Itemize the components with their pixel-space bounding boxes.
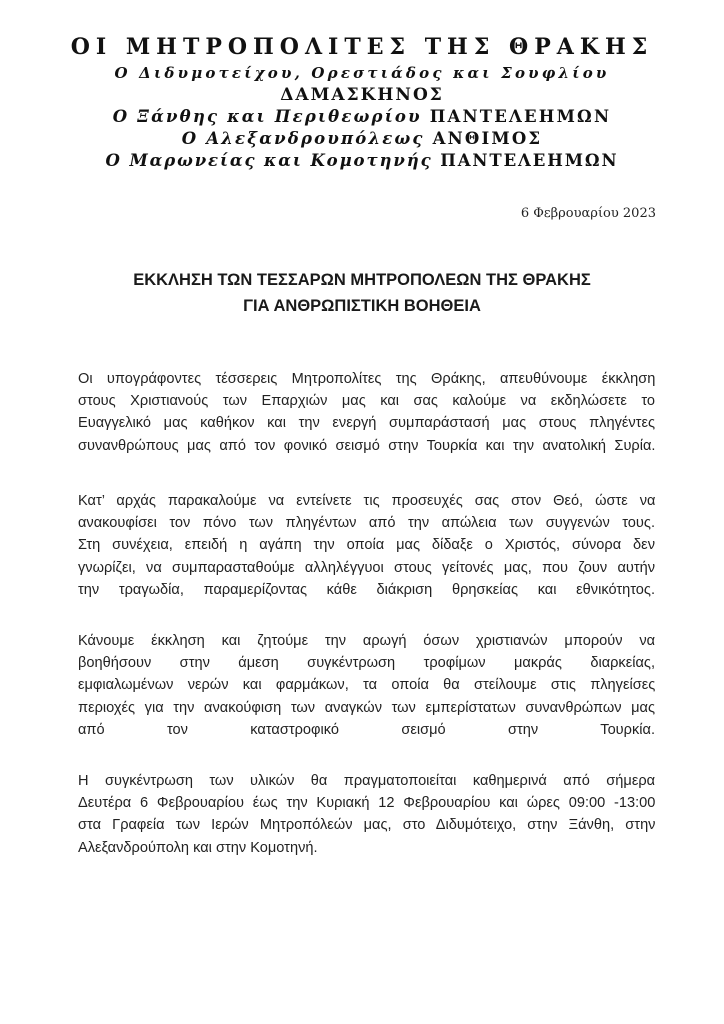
see-maroneia: Ο Μαρωνείας και Κομοτηνής — [105, 151, 433, 170]
paragraph-line: Η συγκέντρωση των υλικών θα πραγματοποιείται καθημερινά από σήμερα — [78, 773, 655, 789]
letterhead-alexandroupolis — [40, 129, 684, 148]
letterhead-title: ΟΙ ΜΗΤΡΟΠΟΛΙΤΕΣ ΤΗΣ ΘΡΑΚΗΣ — [70, 34, 654, 60]
letterhead-xanthi — [40, 107, 684, 126]
document-title-line-2: ΓΙΑ ΑΝΘΡΩΠΙΣΤΙΚΗ ΒΟΗΘΕΙΑ — [243, 297, 481, 315]
see-alexandroupolis: Ο Αλεξανδρουπόλεως — [181, 129, 425, 148]
paragraph-line: στα Γραφεία των Ιερών Μητροπόλεών μας, στο Διδυμότειχο, στην Ξάνθη, στην — [78, 817, 655, 834]
letterhead-maroneia — [40, 151, 684, 170]
paragraph-line: γνωρίζει, να συμπαρασταθούμε αλληλέγγυοι στους γείτονές μας, που ζουν αυτήν — [78, 559, 655, 576]
paragraph-1 — [78, 368, 655, 457]
letterhead-damaskinos: ΔΑΜΑΣΚΗΝΟΣ — [280, 85, 444, 105]
paragraph-line: την τραγωδία, παραμερίζοντας κάθε διάκριση θρησκείας και εθνικότητος. — [78, 581, 655, 598]
paragraph-line: Οι υπογράφοντες τέσσερεις Μητροπολίτες της Θράκης, απευθύνουμε έκκληση — [78, 371, 655, 387]
paragraph-line: Ευαγγελικό μας καθήκον και την ενεργή συμπαράστασή μας στους πληγέντες — [78, 415, 655, 432]
paragraph-3 — [78, 630, 655, 741]
paragraph-line: βοηθήσουν στην άμεση συγκέντρωση τροφίμων μακράς διαρκείας, — [78, 655, 655, 672]
name-panteleimon-xanthi: ΠΑΝΤΕΛΕΗΜΩΝ — [429, 107, 612, 126]
paragraph-line: Στη συνέχεια, επειδή η αγάπη την οποία μας δίδαξε ο Χριστός, σύνορα δεν — [78, 537, 655, 554]
paragraph-2 — [78, 490, 655, 601]
paragraph-line: Κατ’ αρχάς παρακαλούμε να εντείνετε τις προσευχές σας στον Θεό, ώστε να — [78, 493, 655, 509]
paragraph-line: ανακουφίσει τον πόνο των πληγέντων από την απώλεια των συγγενών τους. — [78, 515, 655, 532]
see-xanthi: Ο Ξάνθης και Περιθεωρίου — [112, 107, 422, 126]
paragraph-line: από τον καταστροφικό σεισμό στην Τουρκία. — [78, 721, 655, 738]
paragraph-line: Αλεξανδρούπολη και στην Κομοτηνή. — [78, 839, 318, 856]
name-anthimos: ΑΝΘΙΜΟΣ — [432, 129, 543, 148]
paragraph-line: στους Χριστιανούς των Επαρχιών μας και σας καλούμε να εκδηλώσετε το — [78, 393, 655, 410]
paragraph-line: συνανθρώπους μας από τον φονικό σεισμό στην Τουρκία και την ανατολική Συρία. — [78, 437, 655, 454]
document-date: 6 Φεβρουαρίου 2023 — [520, 206, 656, 221]
paragraph-line: Δευτέρα 6 Φεβρουαρίου έως την Κυριακή 12 Φεβρουαρίου και ώρες 09:00 -13:00 — [78, 795, 655, 812]
paragraph-line: περιοχές για την ανακούφιση των αναγκών των εμπερίστατων συνανθρώπων μας — [78, 699, 655, 716]
name-panteleimon-maroneia: ΠΑΝΤΕΛΕΗΜΩΝ — [440, 151, 619, 170]
document-title-line-1: ΕΚΚΛΗΣΗ ΤΩΝ ΤΕΣΣΑΡΩΝ ΜΗΤΡΟΠΟΛΕΩΝ ΤΗΣ ΘΡΑΚΗΣ — [133, 271, 591, 289]
paragraph-line: εμφιαλωμένων νερών και φαρμάκων, τα οποία θα στείλουμε στις πληγείσες — [78, 677, 655, 694]
letterhead-didymoteicho: Ο Διδυμοτείχου, Ορεστιάδος και Σουφλίου — [114, 64, 610, 82]
paragraph-4 — [78, 770, 655, 859]
paragraph-line: Κάνουμε έκκληση και ζητούμε την αρωγή όσων χριστιανών μπορούν να — [78, 633, 655, 649]
